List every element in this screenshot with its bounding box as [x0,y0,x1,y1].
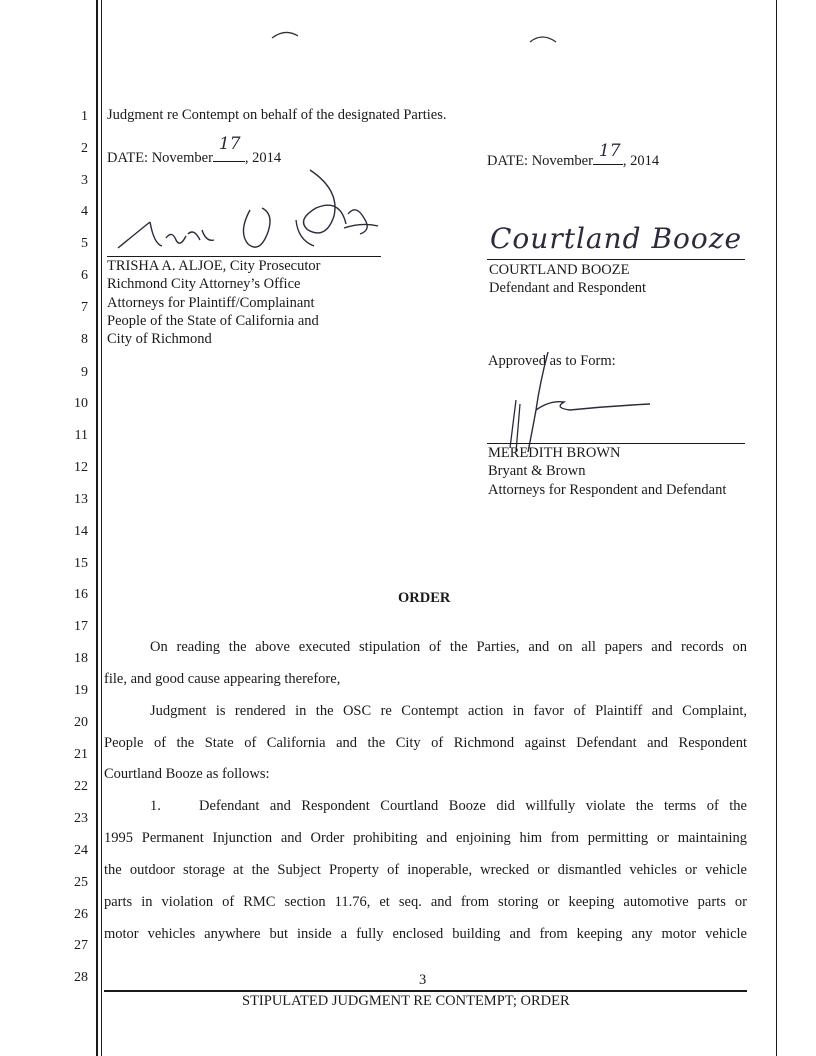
paragraph-line: Judgment is rendered in the OSC re Contempt action in favor of Plaintiff and Complaint, [150,703,747,719]
line-number: 10 [74,396,88,411]
paragraph-line: On reading the above executed stipulation of the Parties, and on all papers and records on [150,639,747,655]
right-margin-rule [776,0,777,1056]
line-number: 16 [74,587,88,602]
right-date-day-handwritten: 17 [598,141,621,161]
right-date-day [593,141,623,165]
line-number: 20 [74,715,88,730]
left-date-prefix: DATE: November [107,150,213,166]
line-number: 7 [81,300,88,315]
line-number: 15 [74,556,88,571]
paragraph-line: People of the State of California and the City of Richmond against Defendant and Respondent [104,735,747,751]
line-number: 13 [74,492,88,507]
order-heading: ORDER [398,590,451,606]
line-number: 18 [74,651,88,666]
line-number: 24 [74,843,88,858]
left-date-day [213,134,245,162]
line-number: 1 [81,109,88,124]
left-margin-rule-inner [101,0,102,1056]
line-number: 4 [81,204,88,219]
paragraph-line: the outdoor storage at the Subject Property of inoperable, wrecked or dismantled vehicles or vehicle [104,862,747,878]
left-margin-rule-outer [96,0,98,1056]
right-date-prefix: DATE: November [487,153,593,169]
line-number: 3 [81,173,88,188]
right-date-line [487,141,660,170]
line-number: 27 [74,938,88,953]
defendant-signature-line [487,259,745,260]
prosecutor-line: Richmond City Attorney’s Office [107,276,301,292]
prosecutor-signature [110,170,390,270]
paragraph-line: motor vehicles anywhere but inside a fully enclosed building and from keeping any motor vehicle [104,926,747,942]
line-number: 19 [74,683,88,698]
line-number: 6 [81,268,88,283]
defendant-line: Defendant and Respondent [489,280,647,296]
right-date-suffix: , 2014 [622,153,660,169]
line-number: 22 [74,779,88,794]
left-date-day-handwritten: 17 [218,134,241,154]
paragraph-line: 1995 Permanent Injunction and Order prohibiting and enjoining him from permitting or maintaining [104,830,747,846]
paragraph-line: parts in violation of RMC section 11.76, et seq. and from storing or keeping automotive parts or [104,894,747,910]
line-number: 8 [81,332,88,347]
line-number: 28 [74,970,88,985]
line-number: 21 [74,747,88,762]
line-number: 26 [74,907,88,922]
line-number: 17 [74,619,88,634]
paragraph-line: Courtland Booze as follows: [104,766,270,782]
page-number: 3 [419,972,427,988]
line-number: 25 [74,875,88,890]
approved-as-to-form: Approved as to Form: [488,353,616,369]
item-number: 1. [150,798,161,814]
counsel-line: Bryant & Brown [488,463,586,479]
line-number: 23 [74,811,88,826]
prosecutor-line: City of Richmond [107,331,212,347]
prosecutor-signature-line [107,256,381,257]
line-number: 2 [81,141,88,156]
line-number: 5 [81,236,88,251]
prosecutor-line: Attorneys for Plaintiff/Complainant [107,295,315,311]
footer-rule [104,990,747,992]
paragraph-line: Defendant and Respondent Courtland Booze did willfully violate the terms of the [199,798,747,814]
prosecutor-line: TRISHA A. ALJOE, City Prosecutor [107,258,321,274]
scan-artifact-arc [528,32,558,44]
prosecutor-line: People of the State of California and [107,313,319,329]
line-number: 9 [81,365,88,380]
line-number: 12 [74,460,88,475]
line-number: 14 [74,524,88,539]
continuation-text: Judgment re Contempt on behalf of the designated Parties. [107,107,447,123]
defendant-signature: Courtland Booze [490,222,743,255]
line-number: 11 [74,428,88,443]
scan-artifact-arc [270,28,300,40]
counsel-signature-line [487,443,745,444]
footer-title: STIPULATED JUDGMENT RE CONTEMPT; ORDER [242,993,570,1009]
left-date-suffix: , 2014 [244,150,282,166]
defendant-line: COURTLAND BOOZE [489,262,630,278]
paragraph-line: file, and good cause appearing therefore, [104,671,341,687]
counsel-line: Attorneys for Respondent and Defendant [488,482,727,498]
counsel-line: MEREDITH BROWN [488,445,621,461]
left-date-line [107,134,282,167]
